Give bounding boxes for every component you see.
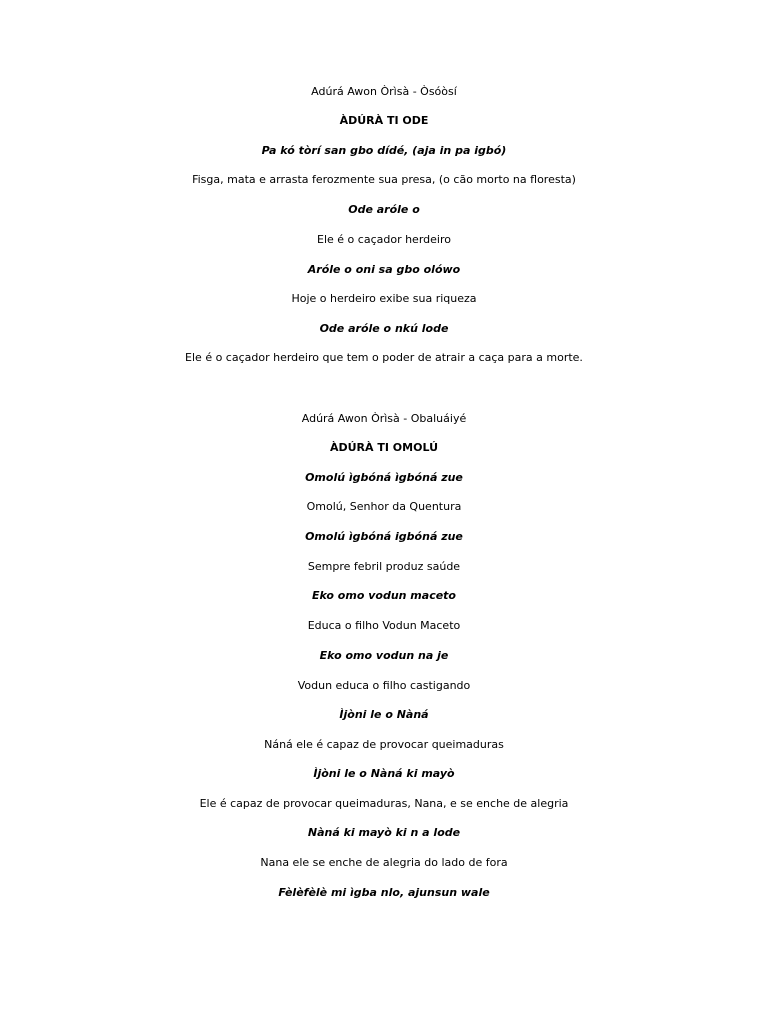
yoruba-line: Ìjòni le o Nàná: [339, 708, 429, 721]
translation-line: Sempre febril produz saúde: [307, 560, 461, 573]
translation-line: Ele é o caçador herdeiro que tem o poder de atrair a caça para a morte.: [185, 351, 583, 364]
yoruba-line: Aróle o oni sa gbo olówo: [307, 263, 461, 276]
yoruba-line: Fèlèfèlè mi ìgba nlo, ajunsun wale: [278, 886, 490, 899]
translation-line: Hoje o herdeiro exibe sua riqueza: [291, 292, 477, 305]
section-2-title: ÀDÚRÀ TI OMOLÚ: [329, 441, 438, 454]
translation-line: Nana ele se enche de alegria do lado de fora: [260, 856, 508, 869]
yoruba-line: Nàná ki mayò ki n a lode: [307, 826, 461, 839]
yoruba-line: Eko omo vodun na je: [319, 649, 449, 662]
yoruba-line: Omolú ìgbóná ìgbóná zue: [305, 471, 463, 484]
translation-line: Ele é capaz de provocar queimaduras, Nana, e se enche de alegria: [199, 797, 569, 810]
section-1-subtitle: Adúrá Awon Òrìsà - Òsóòsí: [311, 85, 457, 98]
translation-line: Omolú, Senhor da Quentura: [306, 500, 462, 513]
yoruba-line: Pa kó tòrí san gbo dídé, (aja in pa igbó): [261, 144, 507, 157]
translation-line: Vodun educa o filho castigando: [297, 679, 471, 692]
section-2-subtitle: Adúrá Awon Òrìsà - Obaluáiyé: [301, 412, 467, 425]
yoruba-line: Ode aróle o nkú lode: [319, 322, 449, 335]
yoruba-line: Omolú ìgbóná igbóná zue: [305, 530, 463, 543]
yoruba-line: Eko omo vodun maceto: [311, 589, 456, 602]
translation-line: Fisga, mata e arrasta ferozmente sua presa, (o cão morto na floresta): [192, 173, 576, 186]
translation-line: Educa o filho Vodun Maceto: [307, 619, 461, 632]
section-1-title: ÀDÚRÀ TI ODE: [339, 114, 429, 127]
translation-line: Náná ele é capaz de provocar queimaduras: [264, 738, 504, 751]
translation-line: Ele é o caçador herdeiro: [317, 233, 451, 246]
yoruba-line: Ìjòni le o Nàná ki mayò: [313, 767, 455, 780]
yoruba-line: Ode aróle o: [348, 203, 420, 216]
